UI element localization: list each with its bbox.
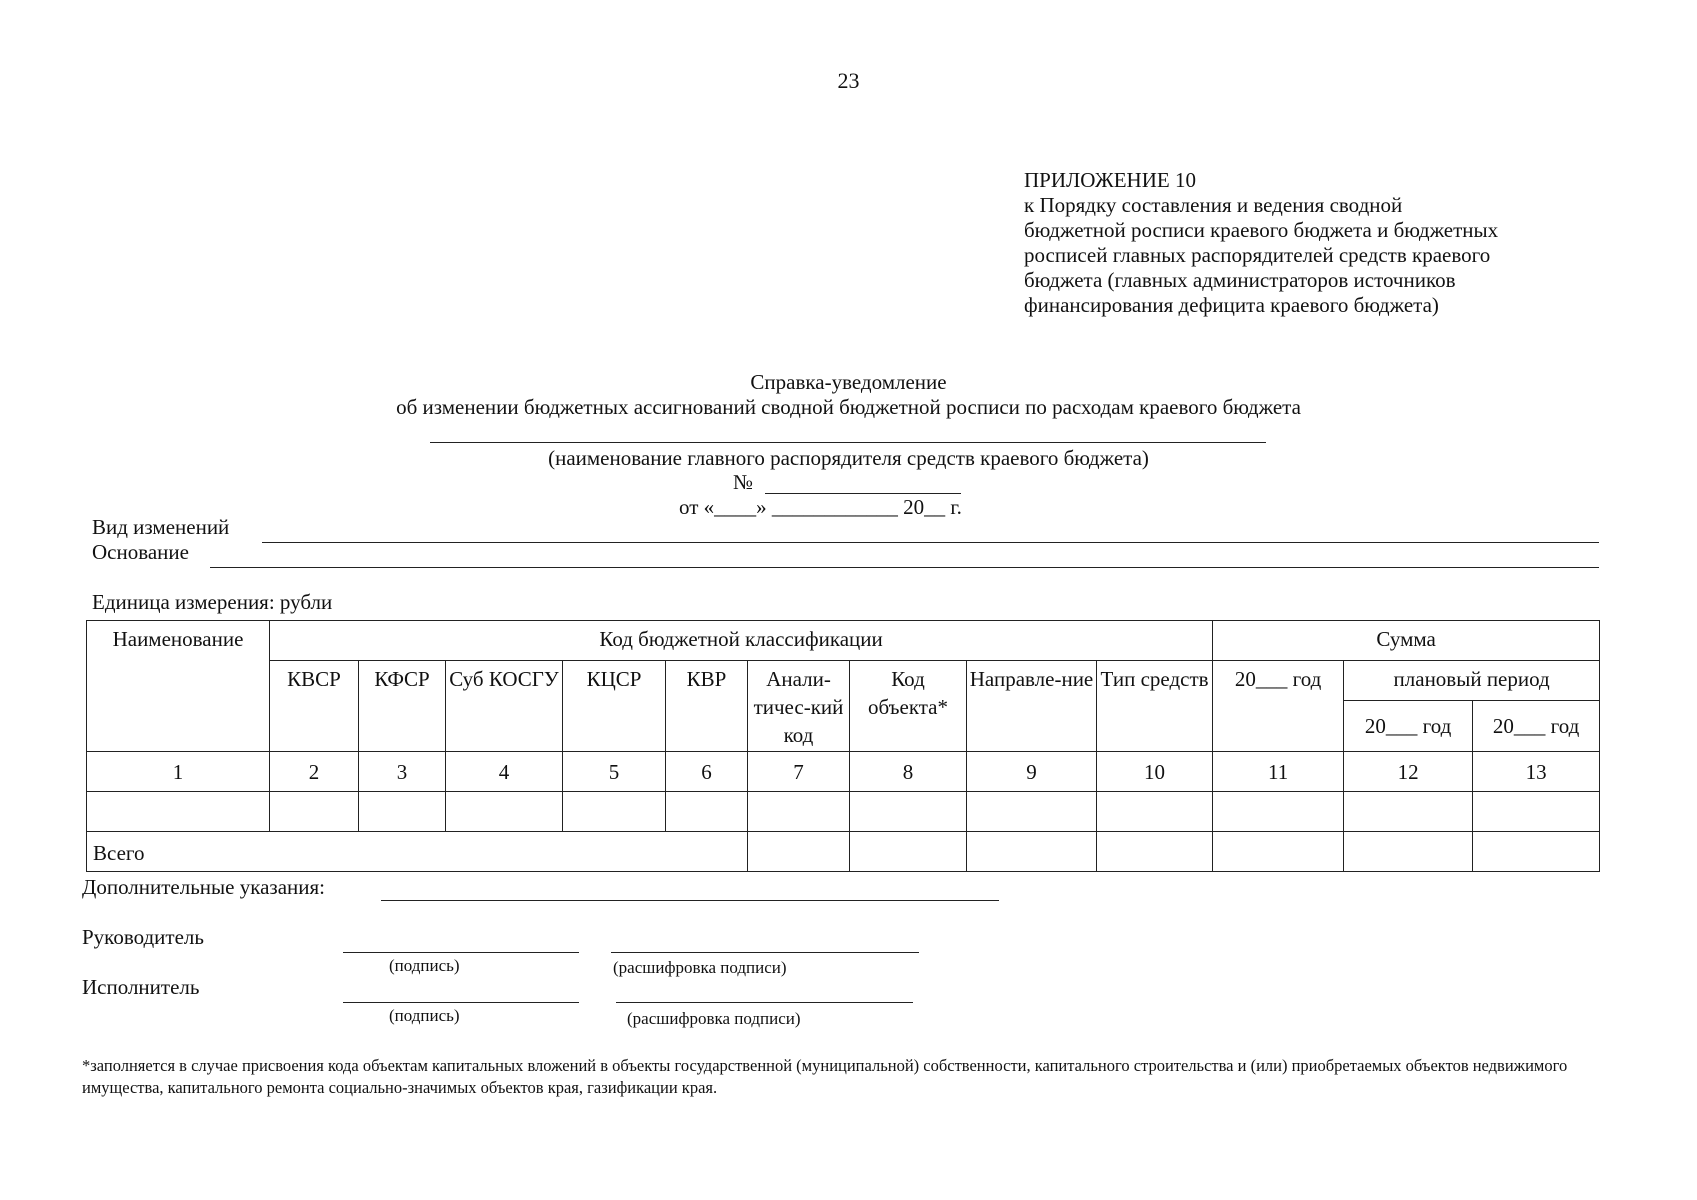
column-number: 11 bbox=[1213, 752, 1344, 792]
date-line: от «____» ____________ 20__ г. bbox=[679, 495, 962, 519]
column-number: 13 bbox=[1473, 752, 1600, 792]
table-cell bbox=[748, 792, 850, 832]
basis-line bbox=[210, 567, 1599, 568]
column-number: 3 bbox=[359, 752, 446, 792]
table-cell bbox=[850, 832, 967, 872]
executor-signature-line bbox=[343, 1002, 579, 1003]
budget-table bbox=[86, 620, 1600, 872]
change-type-label: Вид изменений bbox=[92, 515, 230, 539]
column-number: 7 bbox=[748, 752, 850, 792]
table-cell bbox=[1344, 792, 1473, 832]
appendix-line: к Порядку составления и ведения сводной bbox=[1024, 193, 1403, 217]
header-fund-type: Тип средств bbox=[1097, 661, 1213, 752]
column-number: 9 bbox=[967, 752, 1097, 792]
appendix-line: финансирования дефицита краевого бюджета) bbox=[1024, 293, 1439, 317]
executor-label: Исполнитель bbox=[82, 975, 200, 999]
column-number: 6 bbox=[666, 752, 748, 792]
column-number: 5 bbox=[563, 752, 666, 792]
table-cell bbox=[1473, 832, 1600, 872]
header-kvr: КВР bbox=[666, 661, 748, 752]
head-label: Руководитель bbox=[82, 925, 204, 949]
header-name: Наименование bbox=[87, 621, 270, 752]
head-decode-caption: (расшифровка подписи) bbox=[613, 958, 787, 977]
column-number: 12 bbox=[1344, 752, 1473, 792]
basis-label: Основание bbox=[92, 540, 189, 564]
header-object-code: Код объекта* bbox=[850, 661, 967, 752]
total-label: Всего bbox=[87, 832, 748, 872]
number-line bbox=[765, 493, 961, 494]
appendix-line: бюджета (главных администраторов источников bbox=[1024, 268, 1456, 292]
head-signature-caption: (подпись) bbox=[389, 956, 460, 975]
header-planning-year-1: 20___ год bbox=[1344, 701, 1473, 752]
table-cell bbox=[748, 832, 850, 872]
table-cell bbox=[1097, 792, 1213, 832]
header-year: 20___ год bbox=[1213, 661, 1344, 752]
head-signature-line bbox=[343, 952, 579, 953]
additional-instructions-label: Дополнительные указания: bbox=[82, 875, 326, 899]
header-direction: Направле-ние bbox=[967, 661, 1097, 752]
header-planning-period: плановый период bbox=[1344, 661, 1600, 701]
footnote: *заполняется в случае присвоения кода объектам капитальных вложений в объекты государственной (муниципальной) собственности, капитального строительства и (или) приобретаемых объектов недвижимого имущества, капитального ремонта социально-значимых объектов края, газификации края. bbox=[82, 1056, 1568, 1097]
table-cell bbox=[87, 792, 270, 832]
header-kfsr: КФСР bbox=[359, 661, 446, 752]
unit-label: Единица измерения: рубли bbox=[92, 590, 333, 614]
table-cell bbox=[1097, 832, 1213, 872]
head-decode-line bbox=[611, 952, 919, 953]
document-subtitle: об изменении бюджетных ассигнований сводной бюджетной росписи по расходам краевого бюджета bbox=[396, 395, 1301, 419]
column-number: 4 bbox=[446, 752, 563, 792]
page-number: 23 bbox=[837, 68, 860, 93]
header-sum: Сумма bbox=[1213, 621, 1600, 661]
table-cell bbox=[1213, 832, 1344, 872]
header-analytic-code: Анали-тичес-кий код bbox=[748, 661, 850, 752]
table-cell bbox=[967, 832, 1097, 872]
table-cell bbox=[1213, 792, 1344, 832]
appendix-heading: ПРИЛОЖЕНИЕ 10 bbox=[1024, 168, 1196, 192]
header-kcsr: КЦСР bbox=[563, 661, 666, 752]
change-type-line bbox=[262, 542, 1599, 543]
recipient-caption: (наименование главного распорядителя средств краевого бюджета) bbox=[548, 446, 1149, 470]
column-number: 2 bbox=[270, 752, 359, 792]
table-cell bbox=[1473, 792, 1600, 832]
additional-instructions-line bbox=[381, 900, 999, 901]
total-row bbox=[87, 832, 1600, 872]
table-cell bbox=[359, 792, 446, 832]
appendix-line: бюджетной росписи краевого бюджета и бюджетных bbox=[1024, 218, 1499, 242]
table-row bbox=[87, 792, 1600, 832]
column-number: 1 bbox=[87, 752, 270, 792]
header-classification: Код бюджетной классификации bbox=[270, 621, 1213, 661]
executor-signature-caption: (подпись) bbox=[389, 1006, 460, 1025]
table-cell bbox=[270, 792, 359, 832]
header-sub-kosgu: Суб КОСГУ bbox=[446, 661, 563, 752]
header-kvsr: КВСР bbox=[270, 661, 359, 752]
executor-decode-line bbox=[616, 1002, 913, 1003]
executor-decode-caption: (расшифровка подписи) bbox=[627, 1009, 801, 1028]
appendix-line: росписей главных распорядителей средств краевого bbox=[1024, 243, 1491, 267]
table-cell bbox=[563, 792, 666, 832]
number-label: № bbox=[733, 470, 754, 494]
table-cell bbox=[967, 792, 1097, 832]
table-cell bbox=[1344, 832, 1473, 872]
column-number: 8 bbox=[850, 752, 967, 792]
table-cell bbox=[666, 792, 748, 832]
column-number: 10 bbox=[1097, 752, 1213, 792]
header-planning-year-2: 20___ год bbox=[1473, 701, 1600, 752]
table-cell bbox=[850, 792, 967, 832]
document-title: Справка-уведомление bbox=[750, 370, 947, 394]
recipient-name-line bbox=[430, 442, 1266, 443]
table-cell bbox=[446, 792, 563, 832]
appendix-block bbox=[1024, 168, 1498, 318]
